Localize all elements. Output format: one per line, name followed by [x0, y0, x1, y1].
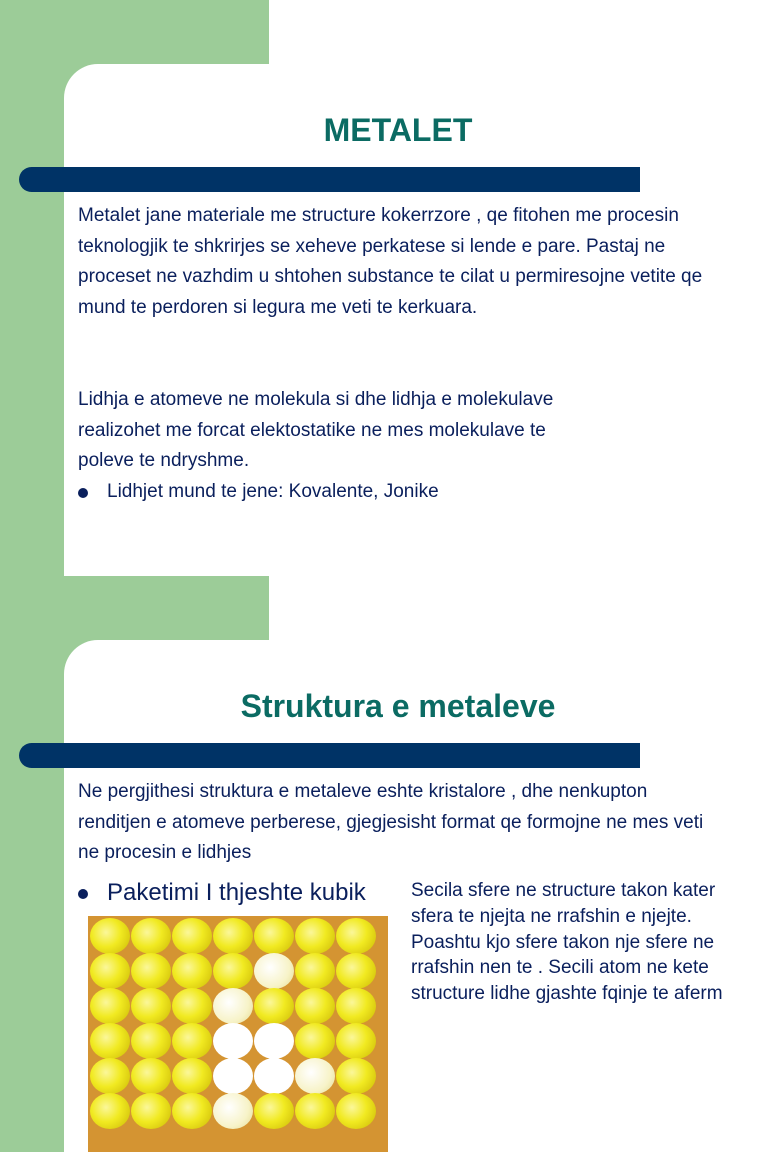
sphere-shape	[295, 1058, 335, 1094]
sphere-shape	[295, 988, 335, 1024]
sphere-shape	[295, 1023, 335, 1059]
bullet-dot-icon	[78, 488, 88, 498]
sphere-shape	[254, 1023, 294, 1059]
title-divider	[19, 743, 640, 768]
sphere-shape	[90, 988, 130, 1024]
cubic-description: Secila sfere ne structure takon kater sfera te njejta ne rrafshin e njejte. Poashtu kjo sfere takon nje sfere ne rrafshin nen te . Secili atom ne kete structure lidhe gjashte fqinje te aferm	[411, 880, 723, 1005]
slide-struktura	[0, 576, 768, 1152]
title-divider	[19, 167, 640, 192]
sphere-shape	[336, 988, 376, 1024]
sphere-shape	[131, 953, 171, 989]
sphere-shape	[131, 988, 171, 1024]
bullet-text: Paketimi I thjeshte kubik	[107, 879, 366, 906]
sphere-shape	[295, 918, 335, 954]
sphere-shape	[254, 1058, 294, 1094]
sphere-shape	[336, 1023, 376, 1059]
sphere-shape	[131, 1023, 171, 1059]
sphere-shape	[90, 953, 130, 989]
sphere-shape	[254, 918, 294, 954]
bullet-text: Lidhjet mund te jene: Kovalente, Jonike	[107, 481, 439, 502]
sphere-shape	[295, 953, 335, 989]
sphere-shape	[172, 988, 212, 1024]
sphere-shape	[295, 1093, 335, 1129]
sphere-shape	[254, 1093, 294, 1129]
sphere-shape	[336, 953, 376, 989]
sphere-shape	[172, 1093, 212, 1129]
sphere-shape	[90, 1093, 130, 1129]
sphere-shape	[131, 918, 171, 954]
sphere-shape	[90, 918, 130, 954]
sphere-shape	[213, 1093, 253, 1129]
sphere-shape	[213, 953, 253, 989]
sphere-shape	[336, 1093, 376, 1129]
sphere-shape	[254, 988, 294, 1024]
cubic-packing-image	[88, 916, 388, 1152]
sphere-shape	[336, 918, 376, 954]
sphere-shape	[131, 1058, 171, 1094]
bonding-paragraph: Lidhja e atomeve ne molekula si dhe lidhja e molekulave realizohet me forcat elektostatike ne mes molekulave te poleve te ndryshme.	[78, 389, 554, 471]
sphere-shape	[131, 1093, 171, 1129]
bullet-dot-icon	[78, 889, 88, 899]
sphere-shape	[90, 1058, 130, 1094]
sphere-shape	[172, 953, 212, 989]
sphere-shape	[213, 988, 253, 1024]
intro-paragraph: Metalet jane materiale me structure kokerrzore , qe fitohen me procesin teknologjik te shkrirjes se xeheve perkatese si lende e pare. Pastaj ne proceset ne vazhdim u shtohen substance te cilat u permiresojne vetite qe mund te perdoren si legura me veti te kerkuara.	[78, 205, 703, 318]
slide-title: METALET	[323, 112, 473, 148]
sphere-shape	[172, 1058, 212, 1094]
sphere-shape	[213, 918, 253, 954]
sphere-shape	[172, 918, 212, 954]
sphere-shape	[336, 1058, 376, 1094]
structure-paragraph: Ne pergjithesi struktura e metaleve eshte kristalore , dhe nenkupton renditjen e atomeve perberese, gjegjesisht format qe formojne ne mes veti ne procesin e lidhjes	[78, 781, 704, 863]
sphere-shape	[213, 1023, 253, 1059]
sphere-shape	[90, 1023, 130, 1059]
sphere-shape	[213, 1058, 253, 1094]
slide-title: Struktura e metaleve	[240, 688, 556, 724]
sphere-shape	[254, 953, 294, 989]
sphere-shape	[172, 1023, 212, 1059]
